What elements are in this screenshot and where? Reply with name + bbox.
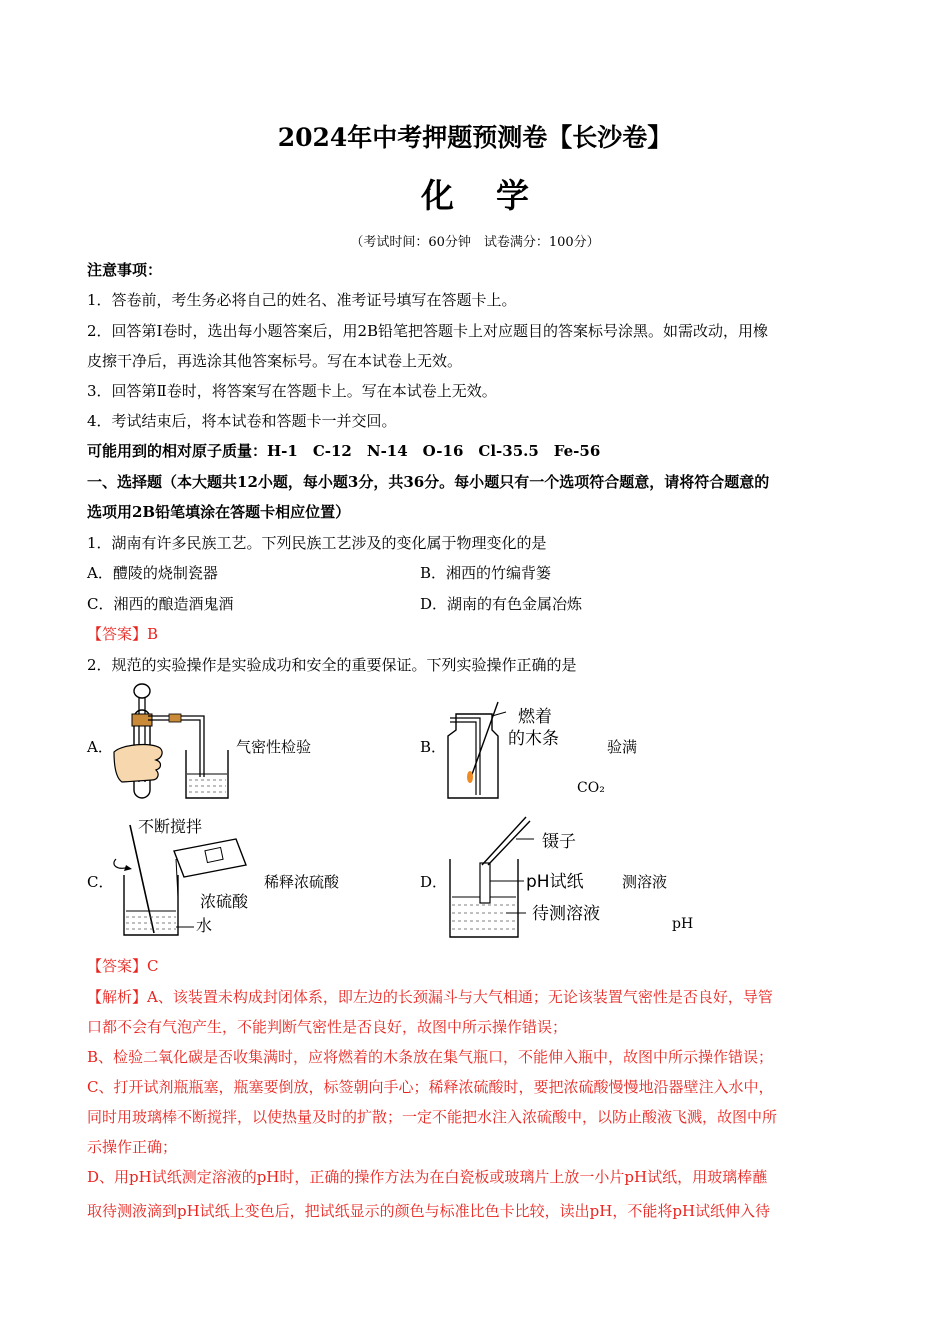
ph-paper-label: pH试纸: [526, 872, 584, 892]
exam-title: 2024年中考押题预测卷【长沙卷】: [277, 123, 673, 152]
q2-option-b-letter: B．: [420, 738, 447, 756]
q2-option-d-letter: D．: [420, 873, 448, 891]
q1-option-b: B．湘西的竹编背篓: [420, 564, 552, 582]
q2-analysis-line-8: 取待测液滴到pH试纸上变色后，把试纸显示的颜色与标准比色卡比较，读出pH，不能将pH试纸伸入待: [87, 1202, 771, 1220]
q2-analysis-line-5: 同时用玻璃棒不断搅拌，以使热量及时的扩散；一定不能把水注入浓硫酸中，以防止酸液飞溅，故图中所: [87, 1108, 778, 1126]
section1-heading-cont: 选项用2B铅笔填涂在答题卡相应位置）: [87, 503, 351, 521]
subject-title: 化学: [421, 176, 571, 215]
note-item-2-cont: 皮擦干净后，再选涂其他答案标号。写在本试卷上无效。: [87, 352, 463, 370]
test-solution-label: 待测溶液: [532, 904, 600, 924]
q2-option-d-sub: pH: [672, 916, 694, 932]
q2-option-b-sub: CO₂: [577, 780, 605, 796]
note-item-3: 3．回答第Ⅱ卷时，将答案写在答题卡上。写在本试卷上无效。: [87, 382, 497, 400]
note-item-2: 2．回答第Ⅰ卷时，选出每小题答案后，用2B铅笔把答题卡上对应题目的答案标号涂黑。如需改动，用橡: [87, 322, 769, 340]
q2-analysis-line-3: B、检验二氧化碳是否收集满时，应将燃着的木条放在集气瓶口，不能伸入瓶中，故图中所示操作错误；: [87, 1048, 774, 1066]
q1-answer: 【答案】B: [87, 625, 159, 643]
q2-option-c-label: 稀释浓硫酸: [264, 873, 340, 891]
note-item-1: 1．答卷前，考生务必将自己的姓名、准考证号填写在答题卡上。: [87, 291, 517, 309]
conc-acid-label: 浓硫酸: [200, 892, 249, 911]
burning-stick-label-2: 的木条: [508, 729, 559, 749]
q2-answer: 【答案】C: [87, 957, 159, 975]
burning-stick-label-1: 燃着: [518, 707, 552, 727]
q2-option-b-label: 验满: [607, 738, 638, 756]
q2-analysis-line-4: C、打开试剂瓶瓶塞，瓶塞要倒放，标签朝向手心；稀释浓硫酸时，要把浓硫酸慢慢地沿器壁注入水中，: [87, 1078, 774, 1096]
co2-full-test-figure: [440, 700, 600, 800]
tweezers-label: 镊子: [542, 832, 576, 852]
q1-option-c: C．湘西的酿造酒鬼酒: [87, 595, 234, 613]
dilute-sulfuric-acid-figure: [108, 815, 258, 940]
notes-heading: 注意事项：: [87, 261, 163, 279]
atomic-masses: 可能用到的相对原子质量：H-1 C-12 N-14 O-16 Cl-35.5 Fe-56: [87, 442, 601, 460]
q2-option-c-letter: C．: [87, 873, 114, 891]
q2-option-d-label: 测溶液: [622, 873, 668, 891]
exam-info: （考试时间：60分钟 试卷满分：100分）: [350, 235, 600, 250]
q1-option-d: D．湖南的有色金属冶炼: [420, 595, 583, 613]
q1-stem: 1．湖南有许多民族工艺。下列民族工艺涉及的变化属于物理变化的是: [87, 534, 547, 552]
ph-test-figure: [446, 815, 616, 940]
water-label: 水: [196, 916, 213, 935]
q2-stem: 2．规范的实验操作是实验成功和安全的重要保证。下列实验操作正确的是: [87, 656, 577, 674]
note-item-4: 4．考试结束后，将本试卷和答题卡一并交回。: [87, 412, 397, 430]
q2-option-a-letter: A．: [87, 738, 113, 756]
q2-option-a-label: 气密性检验: [236, 738, 312, 756]
airtightness-test-figure: [112, 682, 232, 804]
section1-heading: 一、选择题（本大题共12小题，每小题3分，共36分。每小题只有一个选项符合题意，请将符合题意的: [87, 473, 770, 491]
q2-analysis-line-7: D、用pH试纸测定溶液的pH时，正确的操作方法为在白瓷板或玻璃片上放一小片pH试纸，用玻璃棒蘸: [87, 1168, 768, 1186]
q2-analysis-line-1: 【解析】A、该装置未构成封闭体系，即左边的长颈漏斗与大气相通；无论该装置气密性是否良好，导管: [87, 988, 773, 1006]
q1-option-a: A．醴陵的烧制瓷器: [87, 564, 218, 582]
q2-analysis-line-6: 示操作正确；: [87, 1138, 178, 1156]
stir-label: 不断搅拌: [138, 817, 203, 836]
q2-analysis-line-2: 口都不会有气泡产生，不能判断气密性是否良好，故图中所示操作错误；: [87, 1018, 568, 1036]
